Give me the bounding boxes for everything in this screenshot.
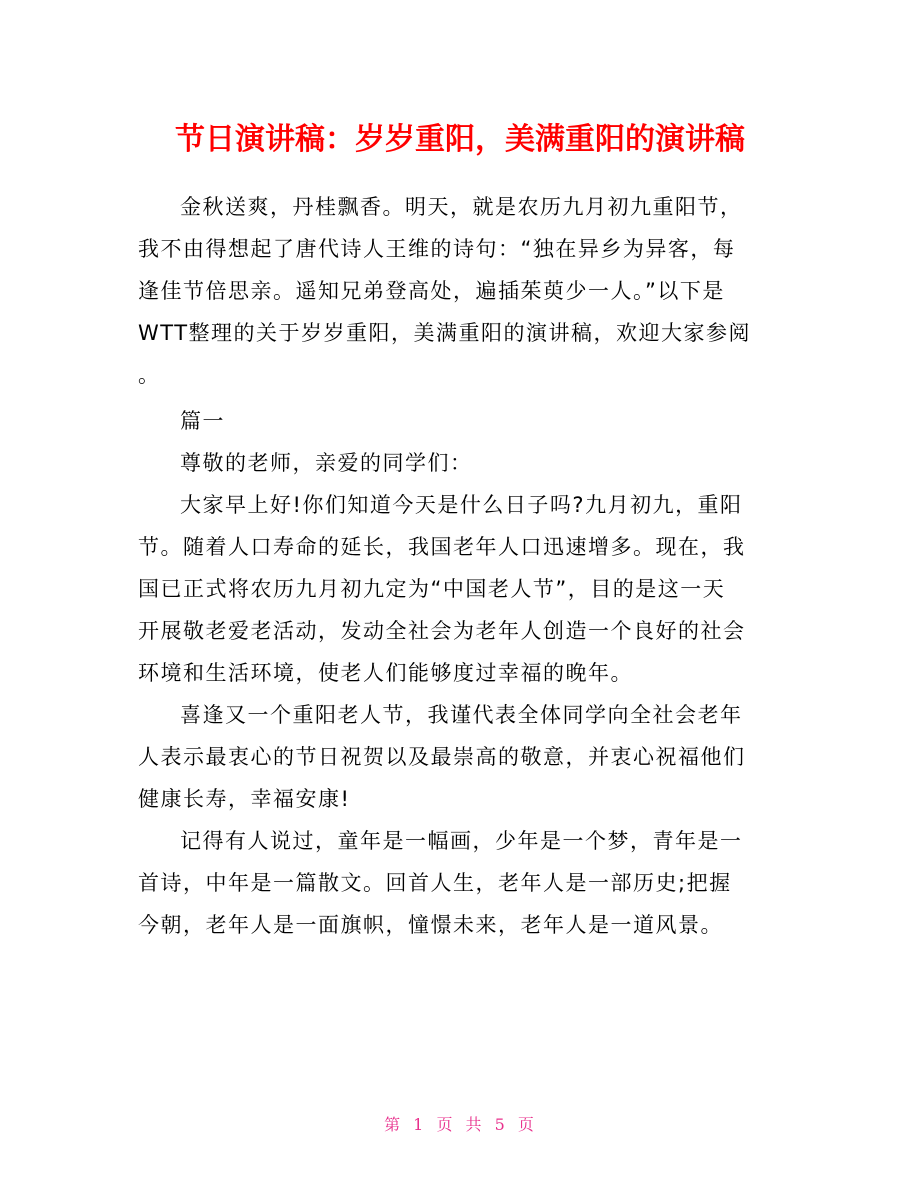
paragraph-line: WTT整理的关于岁岁重阳，美满重阳的演讲稿，欢迎大家参阅 — [138, 321, 752, 345]
document-title: 节日演讲稿：岁岁重阳，美满重阳的演讲稿 — [175, 122, 745, 157]
paragraph-line: 喜逢又一个重阳老人节，我谨代表全体同学向全社会老年 — [180, 703, 743, 727]
document-body — [138, 186, 784, 946]
salutation: 尊敬的老师，亲爱的同学们： — [180, 451, 473, 475]
paragraph-line: 大家早上好!你们知道今天是什么日子吗?九月初九，重阳 — [180, 493, 743, 517]
paragraph-line: 首诗，中年是一篇散文。回首人生，老年人是一部历史;把握 — [138, 871, 732, 895]
paragraph-line: 逢佳节倍思亲。遥知兄弟登高处，遍插茱萸少一人。”以下是 — [138, 279, 725, 303]
paragraph-line: 环境和生活环境，使老人们能够度过幸福的晚年。 — [138, 661, 633, 685]
paragraph-line: 记得有人说过，童年是一幅画，少年是一个梦，青年是一 — [180, 829, 743, 853]
paragraph-line: 节。随着人口寿命的延长，我国老年人口迅速增多。现在，我 — [138, 535, 746, 559]
paragraph-line: 。 — [138, 363, 161, 387]
paragraph-line: 开展敬老爱老活动，发动全社会为老年人创造一个良好的社会 — [138, 619, 746, 643]
paragraph-line: 健康长寿，幸福安康! — [138, 787, 351, 811]
section-heading: 篇一 — [180, 409, 225, 433]
page-number-footer: 第 1 页 共 5 页 — [384, 1115, 536, 1134]
paragraph-line: 国已正式将农历九月初九定为“中国老人节”，目的是这一天 — [138, 577, 726, 601]
paragraph-line: 我不由得想起了唐代诗人王维的诗句：“独在异乡为异客，每 — [138, 237, 736, 261]
paragraph-line: 金秋送爽，丹桂飘香。明天，就是农历九月初九重阳节， — [180, 195, 743, 219]
paragraph-line: 人表示最衷心的节日祝贺以及最崇高的敬意，并衷心祝福他们 — [138, 745, 746, 769]
paragraph-line: 今朝，老年人是一面旗帜，憧憬未来，老年人是一道风景。 — [138, 913, 723, 937]
